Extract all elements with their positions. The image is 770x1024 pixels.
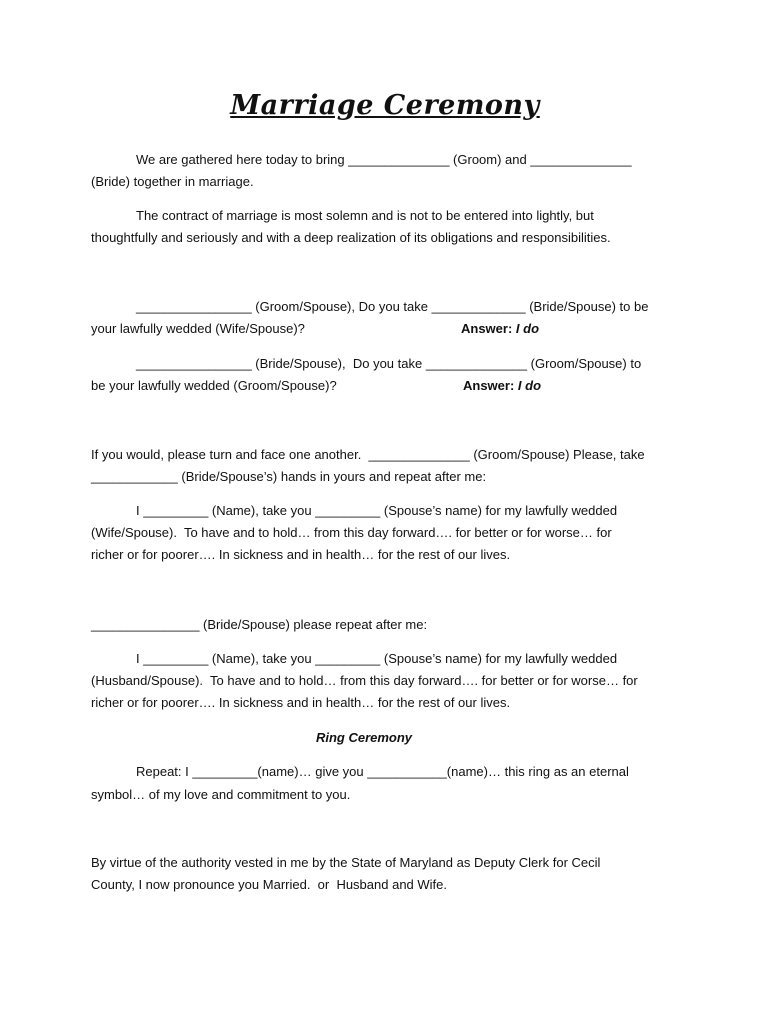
question-groom-line-2: your lawfully wedded (Wife/Spouse)? bbox=[91, 321, 305, 336]
vow-bride-line-2: (Husband/Spouse). To have and to hold… from this day forward…. for better or for worse… for bbox=[91, 673, 638, 688]
answer-label: Answer: bbox=[461, 321, 513, 336]
question-bride-line-1: ________________ (Bride/Spouse), Do you take ______________ (Groom/Spouse) to bbox=[136, 356, 642, 371]
paragraph-contract-line-1: The contract of marriage is most solemn and is not to be entered into lightly, but bbox=[136, 208, 594, 223]
paragraph-gathered-line-1: We are gathered here today to bring ______________ (Groom) and ______________ bbox=[136, 152, 632, 167]
ring-line-2: symbol… of my love and commitment to you. bbox=[91, 787, 351, 802]
bride-repeat-instruction: _______________ (Bride/Spouse) please repeat after me: bbox=[91, 617, 428, 632]
answer-label: Answer: bbox=[463, 378, 515, 393]
pronouncement-line-1: By virtue of the authority vested in me by the State of Maryland as Deputy Clerk for Cecil bbox=[91, 855, 601, 870]
ring-ceremony-heading: Ring Ceremony bbox=[315, 730, 413, 745]
ring-line-1: Repeat: I _________(name)… give you ___________(name)… this ring as an eternal bbox=[136, 764, 629, 779]
pronouncement-line-2: County, I now pronounce you Married. or Husband and Wife. bbox=[91, 877, 448, 892]
face-instruction-line-1: If you would, please turn and face one another. ______________ (Groom/Spouse) Please, take bbox=[91, 447, 645, 462]
answer-value: I do bbox=[515, 321, 540, 336]
face-instruction-line-2: ____________ (Bride/Spouse’s) hands in yours and repeat after me: bbox=[91, 469, 487, 484]
vow-groom-line-2: (Wife/Spouse). To have and to hold… from this day forward…. for better or for worse… for bbox=[91, 525, 612, 540]
vow-bride-line-1: I _________ (Name), take you _________ (Spouse’s name) for my lawfully wedded bbox=[136, 651, 618, 666]
page-title: Marriage Ceremony bbox=[230, 90, 540, 121]
paragraph-gathered-line-2: (Bride) together in marriage. bbox=[91, 174, 254, 189]
vow-groom-line-1: I _________ (Name), take you _________ (Spouse’s name) for my lawfully wedded bbox=[136, 503, 618, 518]
question-bride-answer bbox=[463, 378, 541, 394]
answer-value: I do bbox=[517, 378, 542, 393]
question-bride-line-2: be your lawfully wedded (Groom/Spouse)? bbox=[91, 378, 337, 393]
paragraph-contract-line-2: thoughtfully and seriously and with a deep realization of its obligations and responsibilities. bbox=[91, 230, 611, 245]
question-groom-line-1: ________________ (Groom/Spouse), Do you take _____________ (Bride/Spouse) to be bbox=[136, 299, 649, 314]
vow-groom-line-3: richer or for poorer…. In sickness and in health… for the rest of our lives. bbox=[91, 547, 511, 562]
question-groom-answer bbox=[461, 321, 539, 337]
vow-bride-line-3: richer or for poorer…. In sickness and in health… for the rest of our lives. bbox=[91, 695, 511, 710]
